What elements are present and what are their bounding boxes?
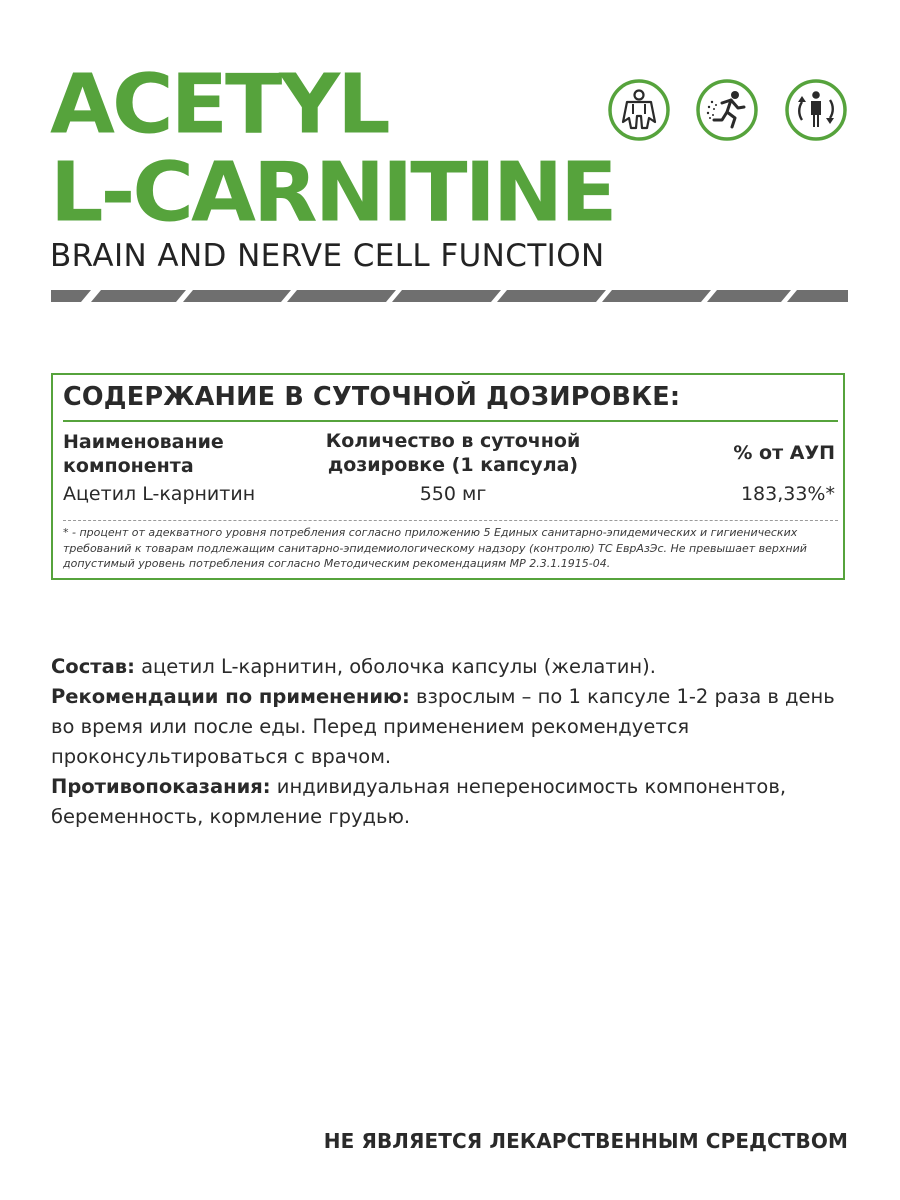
column-header-name-line1: Наименование: [63, 431, 224, 453]
usage-label: Рекомендации по применению:: [51, 685, 410, 708]
contraindications-text: индивидуальная непереносимость компонентов, беременность, кормление грудью.: [51, 775, 787, 828]
column-header-percent: % от АУП: [733, 442, 835, 464]
composition-text: ацетил L-карнитин, оболочка капсулы (желатин).: [134, 655, 656, 678]
composition-paragraph: [51, 652, 851, 682]
row-component-name: Ацетил L-карнитин: [63, 483, 256, 505]
usage-text: взрослым – по 1 капсуле 1-2 раза в день во время или после еды. Перед применением рекомендуется проконсультироваться с врачом.: [51, 685, 835, 768]
row-component-amount: 550 мг: [419, 483, 487, 505]
not-a-medicine-note: НЕ ЯВЛЯЕТСЯ ЛЕКАРСТВЕННЫМ СРЕДСТВОМ: [323, 1129, 848, 1153]
running-person-icon: [695, 78, 759, 142]
title-line-2: L-CARNITINE: [50, 144, 615, 241]
dosage-footnote: * - процент от адекватного уровня потребления согласно приложению 5 Единых санитарно-эпидемических и гигиенических требований к товарам подлежащим санитарно-эпидемиологическому надзору (контролю) ТС ЕврАзЭс. Не превышает верхний допустимый уровень потребления согласно Методическим рекомендациям МР 2.3.1.1915-04.: [63, 526, 807, 570]
column-header-amount-line2: дозировке (1 капсула): [327, 454, 579, 476]
composition-label: Состав:: [51, 655, 135, 678]
footnote-divider: [63, 520, 838, 521]
product-title: [50, 56, 615, 241]
column-header-amount: [303, 429, 603, 477]
title-line-1: ACETYL: [50, 56, 388, 153]
decorative-stripe: [51, 290, 848, 302]
person-cycle-icon: [784, 78, 848, 142]
dosage-table-box: [51, 373, 845, 580]
dosage-heading: СОДЕРЖАНИЕ В СУТОЧНОЙ ДОЗИРОВКЕ:: [63, 382, 681, 412]
row-component-percent: 183,33%*: [740, 483, 835, 505]
column-header-name: [63, 430, 224, 478]
contraindications-paragraph: [51, 772, 851, 832]
usage-paragraph: [51, 682, 851, 772]
cape-person-icon: [607, 78, 671, 142]
product-info: [51, 652, 851, 832]
dosage-divider: [63, 420, 838, 422]
product-subtitle: BRAIN AND NERVE CELL FUNCTION: [50, 238, 605, 274]
column-header-name-line2: компонента: [63, 455, 194, 477]
column-header-amount-line1: Количество в суточной: [325, 430, 581, 452]
contraindications-label: Противопоказания:: [51, 775, 271, 798]
benefit-icons: [607, 78, 850, 142]
